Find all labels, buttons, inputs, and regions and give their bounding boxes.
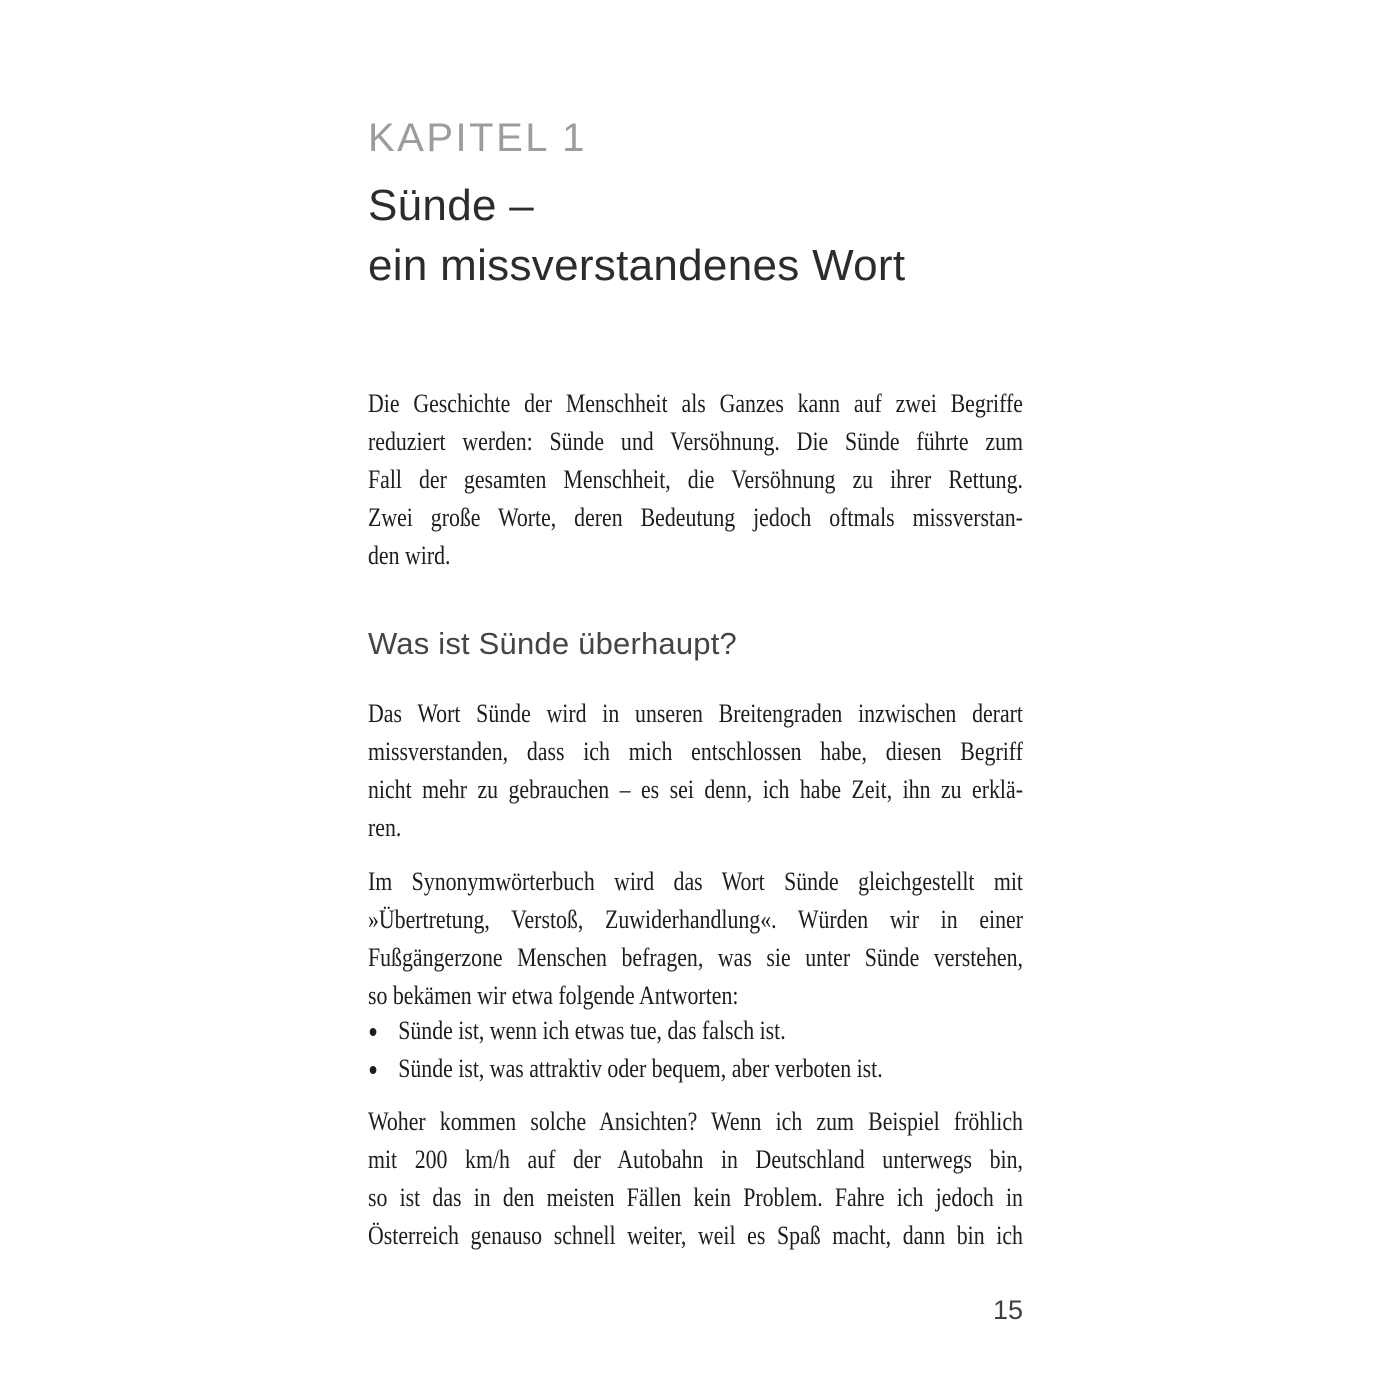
- list-item: [368, 1050, 1023, 1088]
- paragraph-autobahn: [368, 1103, 1023, 1255]
- text-line: Fall der gesamten Menschheit, die Versöhnung zu ihrer Rettung.: [368, 465, 1023, 494]
- text-line: Die Geschichte der Menschheit als Ganzes kann auf zwei Begriffe: [368, 389, 1023, 418]
- section-subheading: Was ist Sünde überhaupt?: [368, 626, 737, 661]
- text-line: ren.: [368, 813, 402, 842]
- text-line: so ist das in den meisten Fällen kein Problem. Fahre ich jedoch in: [368, 1183, 1023, 1212]
- text-line: mit 200 km/h auf der Autobahn in Deutschland unterwegs bin,: [368, 1145, 1023, 1174]
- chapter-title: [368, 176, 905, 296]
- text-line: Zwei große Worte, deren Bedeutung jedoch oftmals missverstan-: [368, 503, 1023, 532]
- text-line: Woher kommen solche Ansichten? Wenn ich zum Beispiel fröhlich: [368, 1107, 1023, 1136]
- text-line: Im Synonymwörterbuch wird das Wort Sünde gleichgestellt mit: [368, 867, 1023, 896]
- text-line: so bekämen wir etwa folgende Antworten:: [368, 981, 739, 1010]
- chapter-kicker: KAPITEL 1: [368, 116, 587, 160]
- text-line: missverstanden, dass ich mich entschlossen habe, diesen Begriff: [368, 737, 1023, 766]
- text-line: Das Wort Sünde wird in unseren Breitengraden inzwischen derart: [368, 699, 1023, 728]
- page-number: 15: [992, 1295, 1023, 1325]
- text-line: nicht mehr zu gebrauchen – es sei denn, ich habe Zeit, ihn zu erklä-: [368, 775, 1023, 804]
- text-line: Österreich genauso schnell weiter, weil es Spaß macht, dann bin ich: [368, 1221, 1023, 1250]
- text-line: den wird.: [368, 541, 451, 570]
- chapter-title-line: Sünde –: [368, 181, 535, 230]
- text-line: »Übertretung, Verstoß, Zuwiderhandlung«. Würden wir in einer: [368, 905, 1023, 934]
- paragraph-definition: [368, 695, 1023, 847]
- text-line: Fußgängerzone Menschen befragen, was sie unter Sünde verstehen,: [368, 943, 1023, 972]
- bullet-text: Sünde ist, was attraktiv oder bequem, aber verboten ist.: [398, 1054, 883, 1083]
- bullet-list: [368, 1012, 1023, 1088]
- paragraph-synonyms: [368, 863, 1023, 1015]
- bullet-icon: [370, 1066, 377, 1074]
- list-item: [368, 1012, 1023, 1050]
- bullet-icon: [370, 1028, 377, 1036]
- chapter-title-line: ein missverstandenes Wort: [368, 241, 906, 290]
- bullet-text: Sünde ist, wenn ich etwas tue, das falsch ist.: [398, 1016, 786, 1045]
- text-line: reduziert werden: Sünde und Versöhnung. Die Sünde führte zum: [368, 427, 1023, 456]
- paragraph-intro: [368, 385, 1023, 575]
